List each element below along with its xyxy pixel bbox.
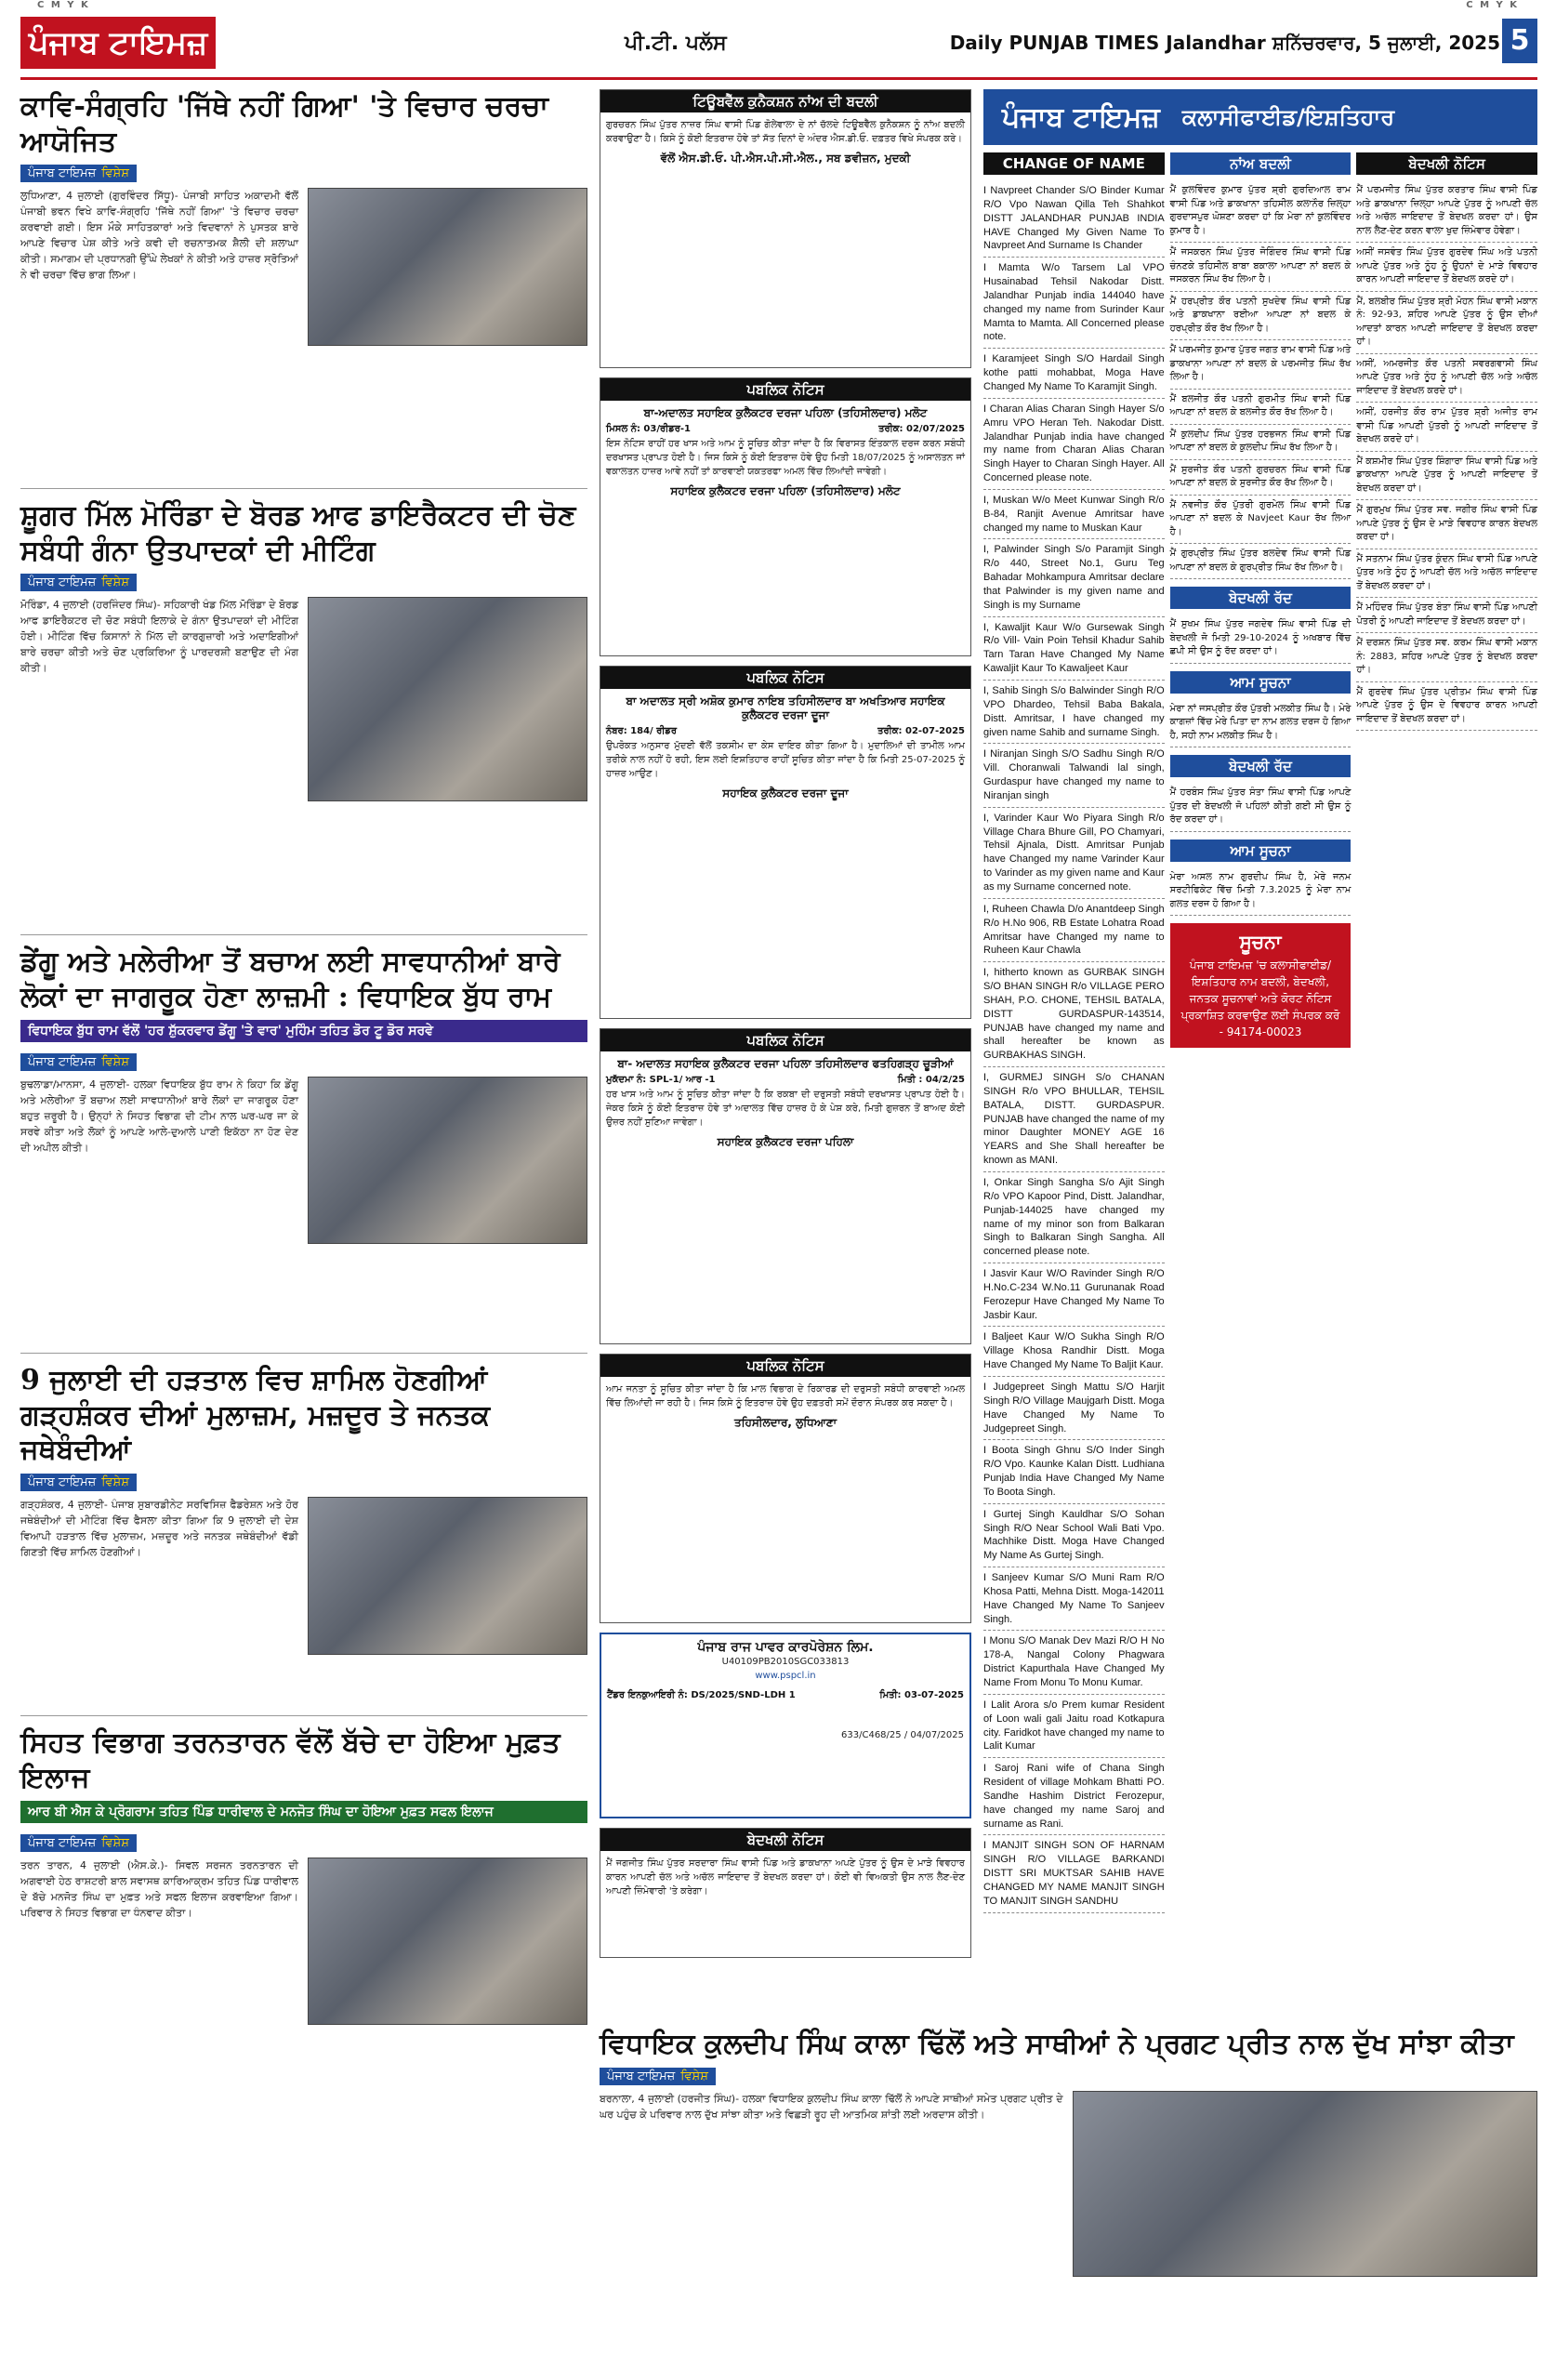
- naam-badli-column: [1170, 152, 1352, 1913]
- classified-ad: ਮੈਂ ਕੁਲਵਿੰਦਰ ਕੁਮਾਰ ਪੁੱਤਰ ਸ਼੍ਰੀ ਗੁਰਦਿਆਲ ਰਾਮ ਵਾਸੀ ਪਿੰਡ ਅਤੇ ਡਾਕਖਾਨਾ ਤਹਿਸੀਲ ਕਲਾਨੌਰ ਜ਼ਿਲ੍ਹਾ ਗੁਰਦਾਸਪੁਰ ਘੋਸ਼ਣਾ ਕਰਦਾ ਹਾਂ ਕਿ ਮੇਰਾ ਨਾਂ ਕੁਲਵਿੰਦਰ ਕੁਮਾਰ ਹੈ।: [1170, 180, 1352, 243]
- classified-ad: ਮੈਂ ਕਸ਼ਮੀਰ ਸਿੰਘ ਪੁੱਤਰ ਸ਼ਿੰਗਾਰਾ ਸਿੰਘ ਵਾਸੀ ਪਿੰਡ ਅਤੇ ਡਾਕਖਾਨਾ ਆਪਣੇ ਪੁੱਤਰ ਨੂੰ ਆਪਣੀ ਜਾਇਦਾਦ ਤੋਂ ਬੇਦਖਲ ਕਰਦਾ ਹਾਂ।: [1356, 452, 1537, 501]
- classified-ad: I MANJIT SINGH SON OF HARNAM SINGH R/O VILLAGE BARKANDI DISTT SRI MUKTSAR SAHIB HAVE CHANGED MY NAME MANJIT SINGH TO MANJIT SINGH SANDHU: [983, 1835, 1165, 1912]
- classified-ad: I Boota Singh Ghnu S/O Inder Singh R/O Vpo. Kaunke Kalan Distt. Ludhiana Punjab India Have Changed My Name To Boota Singh.: [983, 1440, 1165, 1503]
- classified-ad: ਮੈਂ ਮਹਿੰਦਰ ਸਿੰਘ ਪੁੱਤਰ ਬੰਤਾ ਸਿੰਘ ਵਾਸੀ ਪਿੰਡ ਆਪਣੀ ਪੋਤਰੀ ਨੂੰ ਆਪਣੀ ਜਾਇਦਾਦ ਤੋਂ ਬੇਦਖਲ ਕਰਦਾ ਹਾਂ।: [1356, 598, 1537, 633]
- aam-suchna-ad-2: ਮੇਰਾ ਅਸਲ ਨਾਮ ਗੁਰਦੀਪ ਸਿੰਘ ਹੈ, ਮੇਰੇ ਜਨਮ ਸਰਟੀਫਿਕੇਟ ਵਿੱਚ ਮਿਤੀ 7.3.2025 ਨੂੰ ਮੇਰਾ ਨਾਮ ਗਲਤ ਦਰਜ ਹੋ ਗਿਆ ਹੈ।: [1170, 867, 1352, 917]
- article-body: ਬੁਢਲਾਡਾ/ਮਾਨਸਾ, 4 ਜੁਲਾਈ- ਹਲਕਾ ਵਿਧਾਇਕ ਬੁੱਧ ਰਾਮ ਨੇ ਕਿਹਾ ਕਿ ਡੇਂਗੂ ਅਤੇ ਮਲੇਰੀਆ ਤੋਂ ਬਚਾਅ ਲਈ ਸਾਵਧਾਨੀਆਂ ਬਾਰੇ ਲੋਕਾਂ ਦਾ ਜਾਗਰੂਕ ਹੋਣਾ ਬਹੁਤ ਜ਼ਰੂਰੀ ਹੈ। ਉਨ੍ਹਾਂ ਨੇ ਸਿਹਤ ਵਿਭਾਗ ਦੀ ਟੀਮ ਨਾਲ ਘਰ-ਘਰ ਜਾ ਕੇ ਸਰਵੇ ਕੀਤਾ ਅਤੇ ਲੋਕਾਂ ਨੂੰ ਆਪਣੇ ਆਲੇ-ਦੁਆਲੇ ਪਾਣੀ ਇਕੱਠਾ ਨਾ ਹੋਣ ਦੇਣ ਦੀ ਅਪੀਲ ਕੀਤੀ।: [20, 1078, 298, 1155]
- article-headline: 9 ਜੁਲਾਈ ਦੀ ਹੜਤਾਲ ਵਿਚ ਸ਼ਾਮਿਲ ਹੋਣਗੀਆਂ ਗੜ੍ਹਸ਼ੰਕਰ ਦੀਆਂ ਮੁਲਾਜ਼ਮ, ਮਜ਼ਦੂਰ ਤੇ ਜਨਤਕ ਜਥੇਬੰਦੀਆਂ: [20, 1364, 491, 1466]
- aam-suchna-heading: ਆਮ ਸੂਚਨਾ: [1170, 671, 1352, 694]
- classified-ad: I Jasvir Kaur W/O Ravinder Singh R/O H.No.C-234 W.No.11 Gurunanak Road Ferozepur Have Changed My Name To Jasbir Kaur.: [983, 1263, 1165, 1327]
- notice-heading: ਪਬਲਿਕ ਨੋਟਿਸ: [600, 667, 970, 689]
- classified-ad: I Mamta W/o Tarsem Lal VPO Husainabad Tehsil Nakodar Distt. Jalandhar Punjab india 144040 have changed my name from Surinder Kaur Mamta to Mamta. All Concerned please note.: [983, 258, 1165, 349]
- classified-ad: I Sanjeev Kumar S/O Muni Ram R/O Khosa Patti, Mehna Distt. Moga-142011 Have Changed My Name To Sanjeev Singh.: [983, 1567, 1165, 1631]
- news-column: [20, 89, 587, 2079]
- notice-bedakhli: [600, 1828, 971, 1958]
- info-body: ਪੰਜਾਬ ਟਾਇਮਜ਼ 'ਚ ਕਲਾਸੀਫਾਈਡ/ ਇਸ਼ਤਿਹਾਰ ਨਾਮ ਬਦਲੀ, ਬੇਦਖਲੀ, ਜਨਤਕ ਸੂਚਨਾਵਾਂ ਅਤੇ ਕੋਰਟ ਨੋਟਿਸ ਪ੍ਰਕਾਸ਼ਿਤ ਕਰਵਾਉਣ ਲਈ ਸੰਪਰਕ ਕਰੋ - 94174-00023: [1180, 959, 1340, 1038]
- notice-date: ਮਿਤੀ : 04/2/25: [897, 1075, 965, 1085]
- notice-date: ਤਰੀਕ: 02/07/2025: [878, 424, 965, 434]
- article-body: ਮੋਰਿੰਡਾ, 4 ਜੁਲਾਈ (ਹਰਜਿੰਦਰ ਸਿੰਘ)- ਸਹਿਕਾਰੀ ਖੰਡ ਮਿੱਲ ਮੋਰਿੰਡਾ ਦੇ ਬੋਰਡ ਆਫ ਡਾਇਰੈਕਟਰ ਦੀ ਚੋਣ ਸਬੰਧੀ ਇਲਾਕੇ ਦੇ ਗੰਨਾ ਉਤਪਾਦਕਾਂ ਦੀ ਮੀਟਿੰਗ ਹੋਈ। ਮੀਟਿੰਗ ਵਿੱਚ ਕਿਸਾਨਾਂ ਨੇ ਮਿੱਲ ਦੀ ਕਾਰਗੁਜ਼ਾਰੀ ਅਤੇ ਅਦਾਇਗੀਆਂ ਬਾਰੇ ਚਰਚਾ ਕੀਤੀ ਅਤੇ ਚੋਣ ਪ੍ਰਕਿਰਿਆ ਨੂੰ ਪਾਰਦਰਸ਼ੀ ਬਣਾਉਣ ਦੀ ਮੰਗ ਕੀਤੀ।: [20, 599, 298, 675]
- article-strike: [20, 1363, 587, 1716]
- change-of-name-column: [983, 152, 1165, 1913]
- classified-ad: ਅਸੀਂ, ਅਮਰਜੀਤ ਕੌਰ ਪਤਨੀ ਸਵਰਗਵਾਸੀ ਸਿੰਘ ਆਪਣੇ ਪੁੱਤਰ ਅਤੇ ਨੂੰਹ ਨੂੰ ਆਪਣੀ ਚੱਲ ਅਤੇ ਅਚੱਲ ਜਾਇਦਾਦ ਤੋਂ ਬੇਦਖਲ ਕਰਦੇ ਹਾਂ।: [1356, 354, 1537, 403]
- notice-heading: ਪਬਲਿਕ ਨੋਟਿਸ: [600, 378, 970, 401]
- notice-court: ਬਾ-ਅਦਾਲਤ ਸਹਾਇਕ ਕੁਲੈਕਟਰ ਦਰਜਾ ਪਹਿਲਾ (ਤਹਿਸੀਲਦਾਰ) ਮਲੋਟ: [643, 406, 928, 419]
- notice-footer: ਵੱਲੋਂ ਐਸ.ਡੀ.ਓ. ਪੀ.ਐਸ.ਪੀ.ਸੀ.ਐਲ., ਸਬ ਡਵੀਜ਼ਨ, ਮੁਦਕੀ: [660, 152, 911, 165]
- classified-ad: ਮੈਂ ਦਰਸ਼ਨ ਸਿੰਘ ਪੁੱਤਰ ਸਵ. ਕਰਮ ਸਿੰਘ ਵਾਸੀ ਮਕਾਨ ਨੰ: 2883, ਸ਼ਹਿਰ ਆਪਣੇ ਪੁੱਤਰ ਨੂੰ ਬੇਦਖਲ ਕਰਦਾ ਹਾਂ।: [1356, 633, 1537, 682]
- notice-body: ਇਸ ਨੋਟਿਸ ਰਾਹੀਂ ਹਰ ਖਾਸ ਅਤੇ ਆਮ ਨੂੰ ਸੂਚਿਤ ਕੀਤਾ ਜਾਂਦਾ ਹੈ ਕਿ ਵਿਰਾਸਤ ਇੰਤਕਾਲ ਦਰਜ ਕਰਨ ਸਬੰਧੀ ਦਰਖਾਸਤ ਪ੍ਰਾਪਤ ਹੋਈ ਹੈ। ਜਿਸ ਕਿਸੇ ਨੂੰ ਕੋਈ ਇਤਰਾਜ਼ ਹੋਵੇ ਉਹ ਮਿਤੀ 18/07/2025 ਨੂੰ ਅਸਾਲਤਨ ਜਾਂ ਵਕਾਲਤਨ ਹਾਜ਼ਰ ਆਵੇ ਨਹੀਂ ਤਾਂ ਕਾਰਵਾਈ ਯਕਤਰਫਾ ਅਮਲ ਵਿੱਚ ਲਿਆਂਦੀ ਜਾਵੇਗੀ।: [606, 439, 965, 477]
- classified-ad: I Navpreet Chander S/O Binder Kumar R/O Vpo Nawan Qilla Teh Shahkot DISTT JALANDHAR PUNJAB INDIA HAVE Changed My Given Name To Navpreet And Surname Is Chander: [983, 180, 1165, 258]
- pspcl-website[interactable]: www.pspcl.in: [755, 1671, 816, 1681]
- classified-ad: I, GURMEJ SINGH S/o CHANAN SINGH R/o VPO BHULLAR, TEHSIL BATALA, DISTT. GURDASPUR. PUNJAB have changed the name of my minor Daughter MONEY AGE 16 YEARS and She Shall hereafter be known as MANI.: [983, 1067, 1165, 1172]
- classified-ad: I, Muskan W/o Meet Kunwar Singh R/o B-84, Ranjit Avenue Amritsar have changed my name to Muskan Kaur: [983, 490, 1165, 540]
- classified-ad: ਮੈਂ ਗੁਰਦੇਵ ਸਿੰਘ ਪੁੱਤਰ ਪ੍ਰੀਤਮ ਸਿੰਘ ਵਾਸੀ ਪਿੰਡ ਆਪਣੇ ਪੁੱਤਰ ਨੂੰ ਉਸ ਦੇ ਵਿਵਹਾਰ ਕਾਰਨ ਆਪਣੀ ਜਾਇਦਾਦ ਤੋਂ ਬੇਦਖਲ ਕਰਦਾ ਹਾਂ।: [1356, 682, 1537, 732]
- pspcl-ref: 633/C468/25 / 04/07/2025: [841, 1730, 964, 1740]
- classified-ad: I, Sahib Singh S/o Balwinder Singh R/O VPO Dhardeo, Tehsil Baba Bakala, Distt. Amritsar, I have changed my given name Sahib and surname Singh.: [983, 681, 1165, 744]
- classified-ad: I, hitherto known as GURBAK SINGH S/O BHAN SINGH R/o VILLAGE PERO SHAH, P.O. CHONE, TEHSIL BATALA, DISTT GURDASPUR-143514, PUNJAB have changed my name and shall hereafter be known as GURBAKHAS SINGH.: [983, 962, 1165, 1067]
- bedakhli-heading: ਬੇਦਖਲੀ ਨੋਟਿਸ: [1356, 152, 1537, 175]
- classified-ad: ਮੈਂ ਸੁਰਜੀਤ ਕੌਰ ਪਤਨੀ ਗੁਰਚਰਨ ਸਿੰਘ ਵਾਸੀ ਪਿੰਡ ਆਪਣਾ ਨਾਂ ਬਦਲ ਕੇ ਸੁਰਜੀਤ ਕੌਰ ਰੱਖ ਲਿਆ ਹੈ।: [1170, 460, 1352, 496]
- article-photo: [308, 1858, 587, 2025]
- notices-column: [600, 89, 971, 1967]
- notice-footer: ਤਹਿਸੀਲਦਾਰ, ਲੁਧਿਆਣਾ: [733, 1416, 837, 1429]
- article-byline: ਪੰਜਾਬ ਟਾਇਮਜ਼ ਵਿਸ਼ੇਸ਼: [20, 1834, 137, 1852]
- article-body: ਲੁਧਿਆਣਾ, 4 ਜੁਲਾਈ (ਗੁਰਵਿੰਦਰ ਸਿੱਧੂ)- ਪੰਜਾਬੀ ਸਾਹਿਤ ਅਕਾਦਮੀ ਵੱਲੋਂ ਪੰਜਾਬੀ ਭਵਨ ਵਿਖੇ ਕਾਵਿ-ਸੰਗ੍ਰਹਿ 'ਜਿੱਥੇ ਨਹੀਂ ਗਿਆ' 'ਤੇ ਵਿਚਾਰ ਚਰਚਾ ਕਰਵਾਈ ਗਈ। ਇਸ ਮੌਕੇ ਸਾਹਿਤਕਾਰਾਂ ਅਤੇ ਵਿਦਵਾਨਾਂ ਨੇ ਪੁਸਤਕ ਬਾਰੇ ਆਪਣੇ ਵਿਚਾਰ ਪੇਸ਼ ਕੀਤੇ ਅਤੇ ਕਵੀ ਦੀ ਰਚਨਾਤਮਕ ਸ਼ੈਲੀ ਦੀ ਸ਼ਲਾਘਾ ਕੀਤੀ। ਸਮਾਗਮ ਦੀ ਪ੍ਰਧਾਨਗੀ ਉੱਘੇ ਲੇਖਕਾਂ ਨੇ ਕੀਤੀ ਅਤੇ ਹਾਜ਼ਰ ਸ੍ਰੋਤਿਆਂ ਨੇ ਵੀ ਚਰਚਾ ਵਿੱਚ ਭਾਗ ਲਿਆ।: [20, 190, 298, 282]
- bedakhli-column: [1356, 152, 1537, 1913]
- notice-public-2: [600, 666, 971, 1019]
- article-photo: [308, 1497, 587, 1655]
- article-photo: [1073, 2091, 1538, 2277]
- article-body: ਤਰਨ ਤਾਰਨ, 4 ਜੁਲਾਈ (ਐਸ.ਕੇ.)- ਸਿਵਲ ਸਰਜਨ ਤਰਨਤਾਰਨ ਦੀ ਅਗਵਾਈ ਹੇਠ ਰਾਸ਼ਟਰੀ ਬਾਲ ਸਵਾਸਥ ਕਾਰਿਆਕ੍ਰਮ ਤਹਿਤ ਪਿੰਡ ਧਾਰੀਵਾਲ ਦੇ ਬੱਚੇ ਮਨਜੋਤ ਸਿੰਘ ਦਾ ਮੁਫ਼ਤ ਅਤੇ ਸਫਲ ਇਲਾਜ ਕਰਵਾਇਆ ਗਿਆ। ਪਰਿਵਾਰ ਨੇ ਸਿਹਤ ਵਿਭਾਗ ਦਾ ਧੰਨਵਾਦ ਕੀਤਾ।: [20, 1859, 298, 1920]
- newspaper-logo: ਪੰਜਾਬ ਟਾਇਮਜ਼: [20, 17, 216, 69]
- masthead: [20, 11, 1537, 80]
- classified-ad: I, Onkar Singh Sangha S/o Ajit Singh R/o VPO Kapoor Pind, Distt. Jalandhar, Punjab-144025 have changed my name of my minor son from Balkaran Singh to Balkaran Singh Sangha. All concerned please note.: [983, 1172, 1165, 1263]
- notice-heading: ਪਬਲਿਕ ਨੋਟਿਸ: [600, 1355, 970, 1377]
- classified-ad: ਮੈਂ ਹਰਪ੍ਰੀਤ ਕੌਰ ਪਤਨੀ ਸੁਖਦੇਵ ਸਿੰਘ ਵਾਸੀ ਪਿੰਡ ਅਤੇ ਡਾਕਖਾਨਾ ਰਈਆ ਆਪਣਾ ਨਾਂ ਬਦਲ ਕੇ ਹਰਪ੍ਰੀਤ ਕੌਰ ਰੱਖ ਲਿਆ ਹੈ।: [1170, 292, 1352, 341]
- article-subhead: ਵਿਧਾਇਕ ਬੁੱਧ ਰਾਮ ਵੱਲੋਂ 'ਹਰ ਸ਼ੁੱਕਰਵਾਰ ਡੇਂਗੂ 'ਤੇ ਵਾਰ' ਮੁਹਿੰਮ ਤਹਿਤ ਡੋਰ ਟੂ ਡੋਰ ਸਰਵੇ: [20, 1020, 587, 1042]
- article-headline: ਸ਼ੂਗਰ ਮਿੱਲ ਮੋਰਿੰਡਾ ਦੇ ਬੋਰਡ ਆਫ ਡਾਇਰੈਕਟਰ ਦੀ ਚੋਣ ਸਬੰਧੀ ਗੰਨਾ ਉਤਪਾਦਕਾਂ ਦੀ ਮੀਟਿੰਗ: [20, 499, 576, 567]
- pspcl-date: ਮਿਤੀ: 03-07-2025: [879, 1690, 964, 1700]
- classified-ad: I Baljeet Kaur W/O Sukha Singh R/O Village Khosa Randhir Distt. Moga Have Changed My Name To Baljit Kaur.: [983, 1327, 1165, 1377]
- classified-ad: I, Kawaljit Kaur W/o Gursewak Singh R/o Vill- Vain Poin Tehsil Khadur Sahib Tarn Taran Have Changed My Name Kawaljit Kaur To Kawaljeet Kaur: [983, 617, 1165, 681]
- notice-court: ਬਾ- ਅਦਾਲਤ ਸਹਾਇਕ ਕੁਲੈਕਟਰ ਦਰਜਾ ਪਹਿਲਾ ਤਹਿਸੀਲਦਾਰ ਫਤਹਿਗੜ੍ਹ ਚੂੜੀਆਂ: [617, 1057, 954, 1070]
- pspcl-tender: [600, 1633, 971, 1818]
- article-headline: ਕਾਵਿ-ਸੰਗ੍ਰਹਿ 'ਜਿੱਥੇ ਨਹੀਂ ਗਿਆ' 'ਤੇ ਵਿਚਾਰ ਚਰਚਾ ਆਯੋਜਿਤ: [20, 90, 549, 158]
- aam-suchna-heading-2: ਆਮ ਸੂਚਨਾ: [1170, 840, 1352, 862]
- classifieds-column: [983, 89, 1537, 1913]
- article-byline: ਪੰਜਾਬ ਟਾਇਮਜ਼ ਵਿਸ਼ੇਸ਼: [20, 165, 137, 182]
- classified-ad: I Saroj Rani wife of Chana Singh Resident of village Mohkam Bhatti PO. Sandhe Hashim District Ferozepur, have changed my name Saroj and surname as Rani.: [983, 1758, 1165, 1835]
- article-photo: [308, 188, 587, 346]
- article-headline: ਵਿਧਾਇਕ ਕੁਲਦੀਪ ਸਿੰਘ ਕਾਲਾ ਢਿੱਲੋਂ ਅਤੇ ਸਾਥੀਆਂ ਨੇ ਪ੍ਰਗਟ ਪ੍ਰੀਤ ਨਾਲ ਦੁੱਖ ਸਾਂਝਾ ਕੀਤਾ: [600, 2028, 1514, 2060]
- article-byline: ਪੰਜਾਬ ਟਾਇਮਜ਼ ਵਿਸ਼ੇਸ਼: [20, 1474, 137, 1491]
- classified-ad: ਮੈਂ ਗੁਰਪ੍ਰੀਤ ਸਿੰਘ ਪੁੱਤਰ ਬਲਦੇਵ ਸਿੰਘ ਵਾਸੀ ਪਿੰਡ ਆਪਣਾ ਨਾਂ ਬਦਲ ਕੇ ਗੁਰਪ੍ਰੀਤ ਸਿੰਘ ਰੱਖ ਲਿਆ ਹੈ।: [1170, 544, 1352, 579]
- notice-public-1: [600, 377, 971, 656]
- notice-date: ਤਰੀਕ: 02-07-2025: [877, 726, 965, 736]
- notice-case-no: ਮਿਸਲ ਨੰ: 03/ਰੀਡਰ-1: [606, 424, 692, 434]
- classified-ad: I Judgepreet Singh Mattu S/O Harjit Singh R/O Village Maujgarh Distt. Moga Have Changed My Name To Judgepreet Singh.: [983, 1377, 1165, 1440]
- classified-ad: ਮੈਂ ਪਰਮਜੀਤ ਕੁਮਾਰ ਪੁੱਤਰ ਜਗਤ ਰਾਮ ਵਾਸੀ ਪਿੰਡ ਅਤੇ ਡਾਕਖਾਨਾ ਆਪਣਾ ਨਾਂ ਬਦਲ ਕੇ ਪਰਮਜੀਤ ਸਿੰਘ ਰੱਖ ਲਿਆ ਹੈ।: [1170, 340, 1352, 390]
- notice-body: ਹਰ ਖਾਸ ਅਤੇ ਆਮ ਨੂੰ ਸੂਚਿਤ ਕੀਤਾ ਜਾਂਦਾ ਹੈ ਕਿ ਰਕਬਾ ਦੀ ਦਰੁਸਤੀ ਸਬੰਧੀ ਦਰਖਾਸਤ ਪ੍ਰਾਪਤ ਹੋਈ ਹੈ। ਜੇਕਰ ਕਿਸੇ ਨੂੰ ਕੋਈ ਇਤਰਾਜ਼ ਹੋਵੇ ਤਾਂ ਅਦਾਲਤ ਵਿੱਚ ਹਾਜ਼ਰ ਹੋ ਕੇ ਪੇਸ਼ ਕਰੇ, ਮਿਤੀ ਗੁਜ਼ਰਨ ਤੋਂ ਬਾਅਦ ਕੋਈ ਉਜ਼ਰ ਨਹੀਂ ਸੁਣਿਆ ਜਾਵੇਗਾ।: [606, 1090, 965, 1128]
- notice-body: ਆਮ ਜਨਤਾ ਨੂੰ ਸੂਚਿਤ ਕੀਤਾ ਜਾਂਦਾ ਹੈ ਕਿ ਮਾਲ ਵਿਭਾਗ ਦੇ ਰਿਕਾਰਡ ਦੀ ਦਰੁਸਤੀ ਸਬੰਧੀ ਕਾਰਵਾਈ ਅਮਲ ਵਿੱਚ ਲਿਆਂਦੀ ਜਾ ਰਹੀ ਹੈ। ਜਿਸ ਕਿਸੇ ਨੂੰ ਇਤਰਾਜ਼ ਹੋਵੇ ਉਹ ਦਫ਼ਤਰੀ ਸਮੇਂ ਦੌਰਾਨ ਸੰਪਰਕ ਕਰ ਸਕਦਾ ਹੈ।: [606, 1384, 965, 1408]
- article-health-dept: [20, 1726, 587, 2069]
- notice-case-no: ਮੁਕੱਦਮਾ ਨੰ: SPL-1/ ਆਰ -1: [606, 1075, 716, 1085]
- classified-ad: ਮੈਂ ਨਵਜੀਤ ਕੌਰ ਪੁੱਤਰੀ ਗੁਰਮੇਲ ਸਿੰਘ ਵਾਸੀ ਪਿੰਡ ਆਪਣਾ ਨਾਂ ਬਦਲ ਕੇ Navjeet Kaur ਰੱਖ ਲਿਆ ਹੈ।: [1170, 496, 1352, 545]
- classified-ad: ਮੈਂ ਜਸਕਰਨ ਸਿੰਘ ਪੁੱਤਰ ਜੋਗਿੰਦਰ ਸਿੰਘ ਵਾਸੀ ਪਿੰਡ ਚੰਨਣਕੇ ਤਹਿਸੀਲ ਬਾਬਾ ਬਕਾਲਾ ਆਪਣਾ ਨਾਂ ਬਦਲ ਕੇ ਜਸਕਰਨ ਸਿੰਘ ਰੱਖ ਲਿਆ ਹੈ।: [1170, 243, 1352, 292]
- article-body: ਗੜ੍ਹਸ਼ੰਕਰ, 4 ਜੁਲਾਈ- ਪੰਜਾਬ ਸੁਬਾਰਡੀਨੇਟ ਸਰਵਿਸਿਜ਼ ਫੈਡਰੇਸ਼ਨ ਅਤੇ ਹੋਰ ਜਥੇਬੰਦੀਆਂ ਦੀ ਮੀਟਿੰਗ ਵਿੱਚ ਫੈਸਲਾ ਕੀਤਾ ਗਿਆ ਕਿ 9 ਜੁਲਾਈ ਦੀ ਦੇਸ਼ ਵਿਆਪੀ ਹੜਤਾਲ ਵਿੱਚ ਮੁਲਾਜ਼ਮ, ਮਜ਼ਦੂਰ ਅਤੇ ਜਨਤਕ ਜਥੇਬੰਦੀਆਂ ਵੱਡੀ ਗਿਣਤੀ ਵਿੱਚ ਸ਼ਾਮਿਲ ਹੋਣਗੀਆਂ।: [20, 1498, 298, 1558]
- classified-ad: I Lalit Arora s/o Prem kumar Resident of Loon wali gali Jaitu road Kotkapura city. Faridkot have changed my name to Lalit Kumar: [983, 1695, 1165, 1758]
- classified-ad: I Monu S/O Manak Dev Mazi R/O H No 178-A, Nangal Colony Phagwara District Kapurthala Have Changed My Name From Monu To Monu Kumar.: [983, 1631, 1165, 1694]
- article-headline: ਡੇਂਗੂ ਅਤੇ ਮਲੇਰੀਆ ਤੋਂ ਬਚਾਅ ਲਈ ਸਾਵਧਾਨੀਆਂ ਬਾਰੇ ਲੋਕਾਂ ਦਾ ਜਾਗਰੂਕ ਹੋਣਾ ਲਾਜ਼ਮੀ : ਵਿਧਾਇਕ ਬੁੱਧ ਰਾਮ: [20, 945, 560, 1013]
- aam-suchna-ad: ਮੇਰਾ ਨਾਂ ਜਸਪ੍ਰੀਤ ਕੌਰ ਪੁੱਤਰੀ ਮਲਕੀਤ ਸਿੰਘ ਹੈ। ਮੇਰੇ ਕਾਗਜ਼ਾਂ ਵਿੱਚ ਮੇਰੇ ਪਿਤਾ ਦਾ ਨਾਮ ਗਲਤ ਦਰਜ ਹੋ ਗਿਆ ਹੈ, ਸਹੀ ਨਾਮ ਮਲਕੀਤ ਸਿੰਘ ਹੈ।: [1170, 699, 1352, 748]
- notice-public-4: [600, 1354, 971, 1623]
- notice-footer: ਸਹਾਇਕ ਕੁਲੈਕਟਰ ਦਰਜਾ ਪਹਿਲਾ (ਤਹਿਸੀਲਦਾਰ) ਮਲੋਟ: [670, 484, 901, 497]
- classified-ad: ਮੈਂ, ਬਲਬੀਰ ਸਿੰਘ ਪੁੱਤਰ ਸ਼੍ਰੀ ਮੋਹਨ ਸਿੰਘ ਵਾਸੀ ਮਕਾਨ ਨੰ: 92-93, ਸ਼ਹਿਰ ਆਪਣੇ ਪੁੱਤਰ ਨੂੰ ਉਸ ਦੀਆਂ ਆਦਤਾਂ ਕਾਰਨ ਆਪਣੀ ਜਾਇਦਾਦ ਤੋਂ ਬੇਦਖਲ ਕਰਦਾ ਹਾਂ।: [1356, 292, 1537, 354]
- classified-ad: ਅਸੀਂ, ਹਰਜੀਤ ਕੌਰ ਰਾਮ ਪੁੱਤਰ ਸ਼੍ਰੀ ਅਜੀਤ ਰਾਮ ਵਾਸੀ ਪਿੰਡ ਆਪਣੀ ਪੁੱਤਰੀ ਨੂੰ ਆਪਣੀ ਜਾਇਦਾਦ ਤੋਂ ਬੇਦਖਲ ਕਰਦੇ ਹਾਂ।: [1356, 403, 1537, 452]
- notice-footer: ਸਹਾਇਕ ਕੁਲੈਕਟਰ ਦਰਜਾ ਦੂਜਾ: [722, 787, 849, 800]
- notice-public-3: [600, 1028, 971, 1344]
- classified-ad: I, Varinder Kaur Wo Piyara Singh R/o Village Chara Bhure Gill, PO Chamyari, Tehsil Ajnala, Distt. Amritsar Punjab have Changed my name Varinder Kaur to Varinder as my given name and Kaur as my Surname concerned note.: [983, 808, 1165, 899]
- info-title: ਸੂਚਨਾ: [1239, 931, 1282, 953]
- classifieds-logo: ਪੰਜਾਬ ਟਾਇਮਜ਼: [1002, 100, 1160, 134]
- article-body: ਬਰਨਾਲਾ, 4 ਜੁਲਾਈ (ਹਰਜੀਤ ਸਿੰਘ)- ਹਲਕਾ ਵਿਧਾਇਕ ਕੁਲਦੀਪ ਸਿੰਘ ਕਾਲਾ ਢਿੱਲੋਂ ਨੇ ਆਪਣੇ ਸਾਥੀਆਂ ਸਮੇਤ ਪ੍ਰਗਟ ਪ੍ਰੀਤ ਦੇ ਘਰ ਪਹੁੰਚ ਕੇ ਪਰਿਵਾਰ ਨਾਲ ਦੁੱਖ ਸਾਂਝਾ ਕੀਤਾ ਅਤੇ ਵਿਛੜੀ ਰੂਹ ਦੀ ਆਤਮਿਕ ਸ਼ਾਂਤੀ ਲਈ ਅਰਦਾਸ ਕੀਤੀ।: [600, 2092, 1063, 2121]
- notice-court: ਬਾ ਅਦਾਲਤ ਸ੍ਰੀ ਅਸ਼ੋਕ ਕੁਮਾਰ ਨਾਇਬ ਤਹਿਸੀਲਦਾਰ ਬਾ ਅਖਤਿਆਰ ਸਹਾਇਕ ਕੁਲੈਕਟਰ ਦਰਜਾ ਦੂਜਾ: [626, 694, 945, 721]
- cmyk-marker-right: C M Y K: [1466, 0, 1519, 10]
- cmyk-marker-left: C M Y K: [37, 0, 90, 10]
- article-mla-condolence: [600, 2027, 1537, 2361]
- notice-heading: ਬੇਦਖਲੀ ਨੋਟਿਸ: [600, 1829, 970, 1851]
- article-sugar-mill: [20, 498, 587, 935]
- notice-case-no: ਨੰਬਰ: 184/ ਰੀਡਰ: [606, 726, 678, 736]
- section-name: ਪੀ.ਟੀ. ਪਲੱਸ: [625, 32, 727, 55]
- article-subhead: ਆਰ ਬੀ ਐਸ ਕੇ ਪ੍ਰੋਗਰਾਮ ਤਹਿਤ ਪਿੰਡ ਧਾਰੀਵਾਲ ਦੇ ਮਨਜੋਤ ਸਿੰਘ ਦਾ ਹੋਇਆ ਮੁਫ਼ਤ ਸਫਲ ਇਲਾਜ: [20, 1801, 587, 1823]
- article-byline: ਪੰਜਾਬ ਟਾਇਮਜ਼ ਵਿਸ਼ੇਸ਼: [20, 574, 137, 591]
- classifieds-info-box: [1170, 923, 1352, 1048]
- notice-footer: ਸਹਾਇਕ ਕੁਲੈਕਟਰ ਦਰਜਾ ਪਹਿਲਾ: [717, 1135, 854, 1148]
- article-poetry-discussion: [20, 89, 587, 489]
- classified-ad: ਮੈਂ ਪਰਮਜੀਤ ਸਿੰਘ ਪੁੱਤਰ ਕਰਤਾਰ ਸਿੰਘ ਵਾਸੀ ਪਿੰਡ ਅਤੇ ਡਾਕਖਾਨਾ ਜ਼ਿਲ੍ਹਾ ਆਪਣੇ ਪੁੱਤਰ ਨੂੰ ਆਪਣੀ ਚੱਲ ਅਤੇ ਅਚੱਲ ਜਾਇਦਾਦ ਤੋਂ ਬੇਦਖਲ ਕਰਦਾ ਹਾਂ। ਉਸ ਨਾਲ ਲੈਣ-ਦੇਣ ਕਰਨ ਵਾਲਾ ਖੁਦ ਜ਼ਿੰਮੇਵਾਰ ਹੋਵੇਗਾ।: [1356, 180, 1537, 243]
- classified-ad: I Karamjeet Singh S/O Hardail Singh kothe patti mohabbat, Moga Have Changed My Name To Karamjit Singh.: [983, 349, 1165, 399]
- paper-date: Daily PUNJAB TIMES Jalandhar ਸ਼ਨਿੱਚਰਵਾਰ, 5 ਜੁਲਾਈ, 2025: [949, 32, 1500, 54]
- notice-body: ਗੁਰਚਰਨ ਸਿੰਘ ਪੁੱਤਰ ਨਾਜ਼ਰ ਸਿੰਘ ਵਾਸੀ ਪਿੰਡ ਗੋਲੇਵਾਲਾ ਦੇ ਨਾਂ ਚੱਲਦੇ ਟਿਊਬਵੈੱਲ ਕੁਨੈਕਸ਼ਨ ਨੂੰ ਨਾਂਅ ਬਦਲੀ ਕਰਵਾਉਣਾ ਹੈ। ਕਿਸੇ ਨੂੰ ਕੋਈ ਇਤਰਾਜ਼ ਹੋਵੇ ਤਾਂ ਸੱਤ ਦਿਨਾਂ ਦੇ ਅੰਦਰ ਐਸ.ਡੀ.ਓ. ਦਫ਼ਤਰ ਵਿਖੇ ਸੰਪਰਕ ਕਰੇ।: [606, 120, 965, 144]
- classified-ad: ਅਸੀਂ ਜਸਵੰਤ ਸਿੰਘ ਪੁੱਤਰ ਗੁਰਦੇਵ ਸਿੰਘ ਅਤੇ ਪਤਨੀ ਆਪਣੇ ਪੁੱਤਰ ਅਤੇ ਨੂੰਹ ਨੂੰ ਉਹਨਾਂ ਦੇ ਮਾੜੇ ਵਿਵਹਾਰ ਕਾਰਨ ਆਪਣੀ ਜਾਇਦਾਦ ਤੋਂ ਬੇਦਖਲ ਕਰਦੇ ਹਾਂ।: [1356, 243, 1537, 292]
- bedakhli-radd-ad: ਮੈਂ ਸੁਖਮ ਸਿੰਘ ਪੁੱਤਰ ਜਗਦੇਵ ਸਿੰਘ ਵਾਸੀ ਪਿੰਡ ਦੀ ਬੇਦਖਲੀ ਜੋ ਮਿਤੀ 29-10-2024 ਨੂੰ ਅਖਬਾਰ ਵਿੱਚ ਛਪੀ ਸੀ ਉਸ ਨੂੰ ਰੱਦ ਕਰਦਾ ਹਾਂ।: [1170, 615, 1352, 664]
- classified-ad: I Gurtej Singh Kauldhar S/O Sohan Singh R/O Near School Wali Bati Vpo. Machhike Distt. Moga Have Changed My Name As Gurtej Singh.: [983, 1504, 1165, 1567]
- article-byline: ਪੰਜਾਬ ਟਾਇਮਜ਼ ਵਿਸ਼ੇਸ਼: [600, 2068, 716, 2085]
- notice-body: ਮੈਂ ਜਗਜੀਤ ਸਿੰਘ ਪੁੱਤਰ ਸਰਦਾਰਾ ਸਿੰਘ ਵਾਸੀ ਪਿੰਡ ਅਤੇ ਡਾਕਖਾਨਾ ਅਪਣੇ ਪੁੱਤਰ ਨੂੰ ਉਸ ਦੇ ਮਾੜੇ ਵਿਵਹਾਰ ਕਾਰਨ ਆਪਣੀ ਚੱਲ ਅਤੇ ਅਚੱਲ ਜਾਇਦਾਦ ਤੋਂ ਬੇਦਖਲ ਕਰਦਾ ਹਾਂ। ਕੋਈ ਵੀ ਵਿਅਕਤੀ ਉਸ ਨਾਲ ਲੈਣ-ਦੇਣ ਆਪਣੀ ਜ਼ਿੰਮੇਵਾਰੀ 'ਤੇ ਕਰੇਗਾ।: [606, 1858, 965, 1897]
- classified-ad: ਮੈਂ ਗੁਰਮੁਖ ਸਿੰਘ ਪੁੱਤਰ ਸਵ. ਜਗੀਰ ਸਿੰਘ ਵਾਸੀ ਪਿੰਡ ਆਪਣੇ ਪੁੱਤਰ ਨੂੰ ਉਸ ਦੇ ਮਾੜੇ ਵਿਵਹਾਰ ਕਾਰਨ ਬੇਦਖਲ ਕਰਦਾ ਹਾਂ।: [1356, 500, 1537, 549]
- change-of-name-heading: CHANGE OF NAME: [983, 152, 1165, 175]
- classified-ad: I, Palwinder Singh S/o Paramjit Singh R/o 440, Street No.1, Guru Teg Bahadar Mohkampura Amritsar declare that Palwinder is my given name and Singh is my Surname: [983, 539, 1165, 616]
- classifieds-title: ਕਲਾਸੀਫਾਈਡ/ਇਸ਼ਤਿਹਾਰ: [1181, 104, 1395, 130]
- classified-ad: I Niranjan Singh S/O Sadhu Singh R/O Vill. Choranwali Talwandi lal singh, Gurdaspur have changed my name to Niranjan singh: [983, 744, 1165, 807]
- article-byline: ਪੰਜਾਬ ਟਾਇਮਜ਼ ਵਿਸ਼ੇਸ਼: [20, 1053, 137, 1071]
- notice-heading: ਟਿਊਬਵੈੱਲ ਕੁਨੈਕਸ਼ਨ ਨਾਂਅ ਦੀ ਬਦਲੀ: [600, 90, 970, 112]
- article-photo: [308, 1077, 587, 1244]
- bedakhli-radd-ad-2: ਮੈਂ ਹਰਬੰਸ ਸਿੰਘ ਪੁੱਤਰ ਸੰਤਾ ਸਿੰਘ ਵਾਸੀ ਪਿੰਡ ਆਪਣੇ ਪੁੱਤਰ ਦੀ ਬੇਦਖਲੀ ਜੋ ਪਹਿਲਾਂ ਕੀਤੀ ਗਈ ਸੀ ਉਸ ਨੂੰ ਰੱਦ ਕਰਦਾ ਹਾਂ।: [1170, 783, 1352, 832]
- classified-ad: ਮੈਂ ਸਤਨਾਮ ਸਿੰਘ ਪੁੱਤਰ ਕੁੰਦਨ ਸਿੰਘ ਵਾਸੀ ਪਿੰਡ ਆਪਣੇ ਪੁੱਤਰ ਅਤੇ ਨੂੰਹ ਨੂੰ ਆਪਣੀ ਚੱਲ ਅਤੇ ਅਚੱਲ ਜਾਇਦਾਦ ਤੋਂ ਬੇਦਖਲ ਕਰਦਾ ਹਾਂ।: [1356, 549, 1537, 599]
- page-number: 5: [1502, 19, 1537, 63]
- classified-ad: ਮੈਂ ਬਲਜੀਤ ਕੌਰ ਪਤਨੀ ਗੁਰਮੀਤ ਸਿੰਘ ਵਾਸੀ ਪਿੰਡ ਆਪਣਾ ਨਾਂ ਬਦਲ ਕੇ ਬਲਜੀਤ ਕੌਰ ਰੱਖ ਲਿਆ ਹੈ।: [1170, 390, 1352, 425]
- bedakhli-radd-heading: ਬੇਦਖਲੀ ਰੱਦ: [1170, 587, 1352, 609]
- pspcl-tender-no: ਟੈਂਡਰ ਇਨਕੁਆਇਰੀ ਨੰ: DS/2025/SND-LDH 1: [607, 1690, 796, 1700]
- classifieds-banner: [983, 89, 1537, 145]
- article-dengue: [20, 945, 587, 1354]
- article-photo: [308, 597, 587, 801]
- classified-ad: ਮੈਂ ਕੁਲਦੀਪ ਸਿੰਘ ਪੁੱਤਰ ਹਰਭਜਨ ਸਿੰਘ ਵਾਸੀ ਪਿੰਡ ਆਪਣਾ ਨਾਂ ਬਦਲ ਕੇ ਕੁਲਦੀਪ ਸਿੰਘ ਰੱਖ ਲਿਆ ਹੈ।: [1170, 425, 1352, 460]
- notice-body: ਉਪਰੋਕਤ ਅਨੁਸਾਰ ਮੁੱਦਈ ਵੱਲੋਂ ਤਕਸੀਮ ਦਾ ਕੇਸ ਦਾਇਰ ਕੀਤਾ ਗਿਆ ਹੈ। ਮੁਦਾਲਿਆਂ ਦੀ ਤਾਮੀਲ ਆਮ ਤਰੀਕੇ ਨਾਲ ਨਹੀਂ ਹੋ ਰਹੀ, ਇਸ ਲਈ ਇਸ਼ਤਿਹਾਰ ਰਾਹੀਂ ਸੂਚਿਤ ਕੀਤਾ ਜਾਂਦਾ ਹੈ ਕਿ ਮਿਤੀ 25-07-2025 ਨੂੰ ਹਾਜ਼ਰ ਆਉਣ।: [606, 741, 965, 779]
- naam-badli-heading: ਨਾਂਅ ਬਦਲੀ: [1170, 152, 1352, 175]
- pspcl-cin: U40109PB2010SGC033813: [721, 1657, 850, 1667]
- article-headline: ਸਿਹਤ ਵਿਭਾਗ ਤਰਨਤਾਰਨ ਵੱਲੋਂ ਬੱਚੇ ਦਾ ਹੋਇਆ ਮੁਫ਼ਤ ਇਲਾਜ: [20, 1726, 560, 1794]
- bedakhli-radd-heading-2: ਬੇਦਖਲੀ ਰੱਦ: [1170, 755, 1352, 777]
- classified-ad: I Charan Alias Charan Singh Hayer S/o Amru VPO Heran Teh. Nakodar Distt. Jalandhar Punjab india have changed my name from Charan Alias Charan Singh Hayer to Charan Singh Hayer. All Concerned please note.: [983, 399, 1165, 490]
- notice-heading: ਪਬਲਿਕ ਨੋਟਿਸ: [600, 1029, 970, 1051]
- classified-ad: I, Ruheen Chawla D/o Anantdeep Singh R/o H.No 906, RB Estate Lohatra Road Amritsar have Changed my name to Ruheen Kaur Chawla: [983, 899, 1165, 962]
- notice-tubewell: [600, 89, 971, 368]
- pspcl-name: ਪੰਜਾਬ ਰਾਜ ਪਾਵਰ ਕਾਰਪੋਰੇਸ਼ਨ ਲਿਮ.: [697, 1640, 874, 1655]
